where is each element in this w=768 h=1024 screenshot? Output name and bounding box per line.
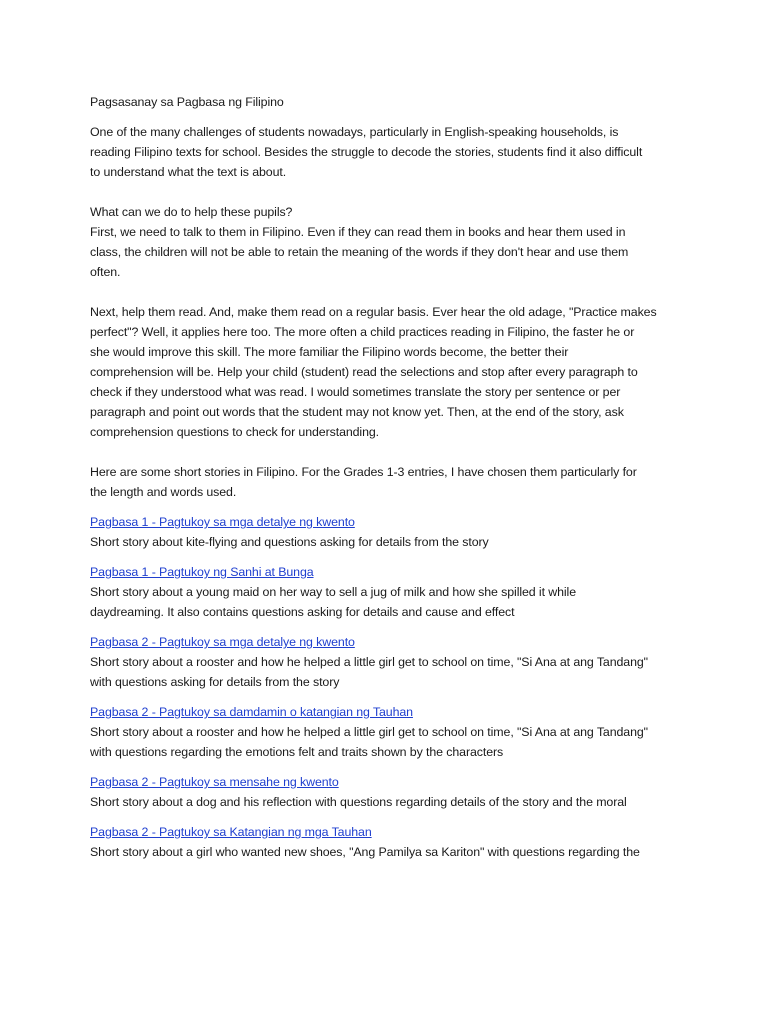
story-link[interactable]: Pagbasa 2 - Pagtukoy sa damdamin o katangian ng Tauhan [90, 705, 413, 719]
text-line: often. [90, 265, 121, 279]
text-line: class, the children will not be able to retain the meaning of the words if they don't hear and use them [90, 245, 629, 259]
story-link[interactable]: Pagbasa 2 - Pagtukoy sa mensahe ng kwento [90, 775, 339, 789]
story-entry [90, 512, 690, 552]
text-line: check if they understood what was read. I would sometimes translate the story per sentence or per [90, 385, 621, 399]
story-description: with questions asking for details from the story [90, 675, 340, 689]
story-description: Short story about a rooster and how he helped a little girl get to school on time, "Si Ana at ang Tandang" [90, 655, 648, 669]
paragraph-help [90, 202, 690, 282]
text-line: comprehension will be. Help your child (student) read the selections and stop after every paragraph to [90, 365, 638, 379]
story-description: Short story about a dog and his reflection with questions regarding details of the story and the moral [90, 795, 627, 809]
story-link[interactable]: Pagbasa 2 - Pagtukoy sa Katangian ng mga Tauhan [90, 825, 372, 839]
story-entry [90, 632, 690, 692]
story-description: Short story about a young maid on her way to sell a jug of milk and how she spilled it while [90, 585, 577, 599]
story-entry [90, 822, 690, 862]
text-line: perfect"? Well, it applies here too. The more often a child practices reading in Filipino, the faster he or [90, 325, 635, 339]
document-page [90, 92, 690, 872]
text-line: the length and words used. [90, 485, 237, 499]
paragraph-intro [90, 122, 690, 182]
document-title: Pagsasanay sa Pagbasa ng Filipino [90, 95, 284, 109]
text-line: to understand what the text is about. [90, 165, 287, 179]
text-line: What can we do to help these pupils? [90, 205, 293, 219]
story-description: Short story about a rooster and how he helped a little girl get to school on time, "Si Ana at ang Tandang" [90, 725, 648, 739]
paragraph-practice [90, 302, 690, 442]
story-description: with questions regarding the emotions felt and traits shown by the characters [90, 745, 504, 759]
story-link[interactable]: Pagbasa 1 - Pagtukoy sa mga detalye ng kwento [90, 515, 355, 529]
text-line: reading Filipino texts for school. Besides the struggle to decode the stories, students find it also difficult [90, 145, 643, 159]
text-line: First, we need to talk to them in Filipino. Even if they can read them in books and hear them used in [90, 225, 626, 239]
story-description: daydreaming. It also contains questions asking for details and cause and effect [90, 605, 515, 619]
story-description: Short story about a girl who wanted new shoes, "Ang Pamilya sa Kariton" with questions regarding the [90, 845, 640, 859]
paragraph-stories-intro [90, 462, 690, 502]
story-entry [90, 702, 690, 762]
text-line: One of the many challenges of students nowadays, particularly in English-speaking households, is [90, 125, 619, 139]
story-link[interactable]: Pagbasa 1 - Pagtukoy ng Sanhi at Bunga [90, 565, 314, 579]
text-line: she would improve this skill. The more familiar the Filipino words become, the better their [90, 345, 569, 359]
text-line: Here are some short stories in Filipino. For the Grades 1-3 entries, I have chosen them particularly for [90, 465, 637, 479]
story-entry [90, 562, 690, 622]
text-line: paragraph and point out words that the student may not know yet. Then, at the end of the story, ask [90, 405, 624, 419]
story-description: Short story about kite-flying and questions asking for details from the story [90, 535, 489, 549]
story-link[interactable]: Pagbasa 2 - Pagtukoy sa mga detalye ng kwento [90, 635, 355, 649]
text-line: comprehension questions to check for understanding. [90, 425, 380, 439]
text-line: Next, help them read. And, make them read on a regular basis. Ever hear the old adage, "Practice makes [90, 305, 657, 319]
story-entry [90, 772, 690, 812]
